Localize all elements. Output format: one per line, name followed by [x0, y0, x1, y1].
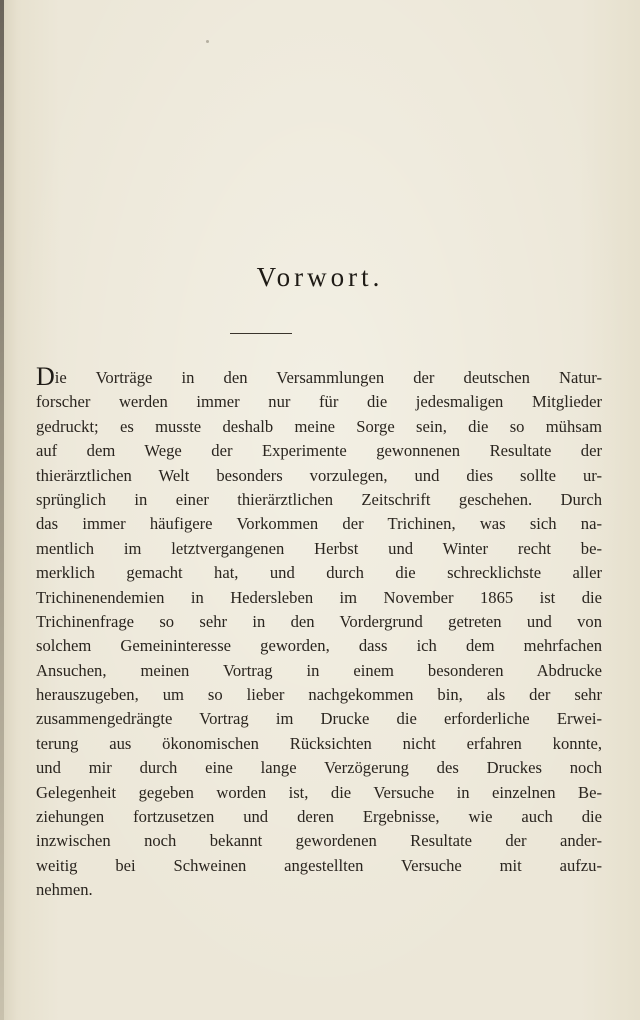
text-line: zusammengedrängte Vortrag im Drucke die erforderliche Erwei- — [36, 709, 602, 729]
page-spine-edge — [0, 0, 4, 1020]
text-line: forscher werden immer nur für die jedesmaligen Mitglieder — [36, 392, 602, 412]
text-line: ziehungen fortzusetzen und deren Ergebnisse, wie auch die — [36, 807, 602, 827]
text-line: gedruckt; es musste deshalb meine Sorge sein, die so mühsam — [36, 416, 602, 436]
text-line: thierärztlichen Welt besonders vorzulegen, und dies sollte ur- — [36, 465, 602, 485]
text-line: solchem Gemeininteresse geworden, dass ich dem mehrfachen — [36, 636, 602, 656]
text-line: merklich gemacht hat, und durch die schrecklichste aller — [36, 563, 602, 583]
page-title: Vorwort. — [256, 262, 384, 292]
text-line: das immer häufigere Vorkommen der Trichinen, was sich na- — [36, 514, 602, 534]
text-line-last: nehmen. — [36, 880, 93, 900]
preface-paragraph — [36, 362, 602, 903]
paper-speck — [206, 40, 209, 43]
text-line: inzwischen noch bekannt gewordenen Resultate der ander- — [36, 831, 602, 851]
text-line: weitig bei Schweinen angestellten Versuche mit aufzu- — [36, 855, 602, 875]
text-line: Ansuchen, meinen Vortrag in einem besonderen Abdrucke — [36, 660, 602, 680]
text-line: und mir durch eine lange Verzögerung des Druckes noch — [36, 758, 602, 778]
text-line: auf dem Wege der Experimente gewonnenen Resultate der — [36, 441, 602, 461]
text-line: terung aus ökonomischen Rücksichten nicht erfahren konnte, — [36, 733, 602, 753]
text-line: mentlich im letztvergangenen Herbst und Winter recht be- — [36, 538, 602, 558]
drop-cap: D — [36, 362, 55, 391]
text-line: Trichinenfrage so sehr in den Vordergrund getreten und von — [36, 611, 602, 631]
text-line: Gelegenheit gegeben worden ist, die Versuche in einzelnen Be- — [36, 782, 602, 802]
text-line: sprünglich in einer thierärztlichen Zeitschrift geschehen. Durch — [36, 489, 602, 509]
title-divider — [230, 333, 292, 334]
text-line: herauszugeben, um so lieber nachgekommen bin, als der sehr — [36, 685, 602, 705]
text-line-1: Die Vorträge in den Versammlungen der deutschen Natur- — [36, 362, 602, 391]
text-line: Trichinenendemien in Hedersleben im November 1865 ist die — [36, 587, 602, 607]
